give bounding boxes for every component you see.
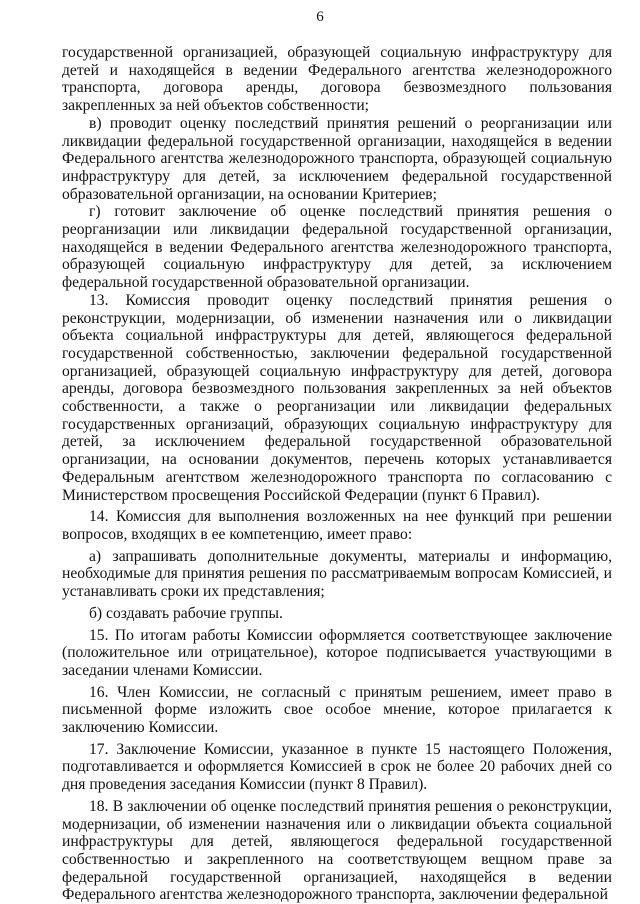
paragraph-continuation: государственной организацией, образующей социальную инфраструктуру для детей и находящейся в ведении Федерального агентства железнодорожного транспорта, договора аренды, договора безвозмездного пользования закрепленных за ней объектов собственности;	[62, 44, 612, 115]
paragraph-13: 13. Комиссия проводит оценку последствий принятия решения о реконструкции, модернизации, об изменении назначения или о ликвидации объекта социальной инфраструктуры для детей, являющегося федеральной государственной собственностью, заключении федеральной государственной организацией, образующей социальную инфраструктуру для детей, договора аренды, договора безвозмездного пользования закрепленных за ней объектов собственности, а также о реорганизации или ликвидации федеральных государственных организаций, образующих социальную инфраструктуру для детей, за исключением федеральной государственной образовательной организации, на основании документов, перечень которых устанавливается Федеральным агентством железнодорожного транспорта по согласованию с Министерством просвещения Российской Федерации (пункт 6 Правил).	[62, 291, 612, 504]
paragraph-16: 16. Член Комиссии, не согласный с принятым решением, имеет право в письменной форме изложить свое особое мнение, которое прилагается к заключению Комиссии.	[62, 683, 612, 737]
paragraph-17: 17. Заключение Комиссии, указанное в пункте 15 настоящего Положения, подготавливается и оформляется Комиссией в срок не более 20 рабочих дней со дня проведения заседания Комиссии (пункт 8 Правил).	[62, 740, 612, 794]
paragraph-12-g: г) готовит заключение об оценке последствий принятия решения о реорганизации или ликвидации федеральной государственной организации, находящейся в ведении Федерального агентства железнодорожного транспорта, образующей социальную инфраструктуру для детей, за исключением федеральной государственной образовательной организации.	[62, 203, 612, 292]
paragraph-14-a: а) запрашивать дополнительные документы, материалы и информацию, необходимые для принятия решения по рассматриваемым вопросам Комиссией, и устанавливать сроки их представления;	[62, 547, 612, 601]
paragraph-14: 14. Комиссия для выполнения возложенных на нее функций при решении вопросов, входящих в ее компетенцию, имеет право:	[62, 508, 612, 543]
paragraph-14-b: б) создавать рабочие группы.	[89, 604, 283, 622]
paragraph-15: 15. По итогам работы Комиссии оформляется соответствующее заключение (положительное или отрицательное), которое подписывается участвующими в заседании членами Комиссии.	[62, 626, 612, 679]
document-body	[62, 44, 612, 904]
paragraph-12-v: в) проводит оценку последствий принятия решений о реорганизации или ликвидации федеральной государственной организации, находящейся в ведении Федерального агентства железнодорожного транспорта, образующей социальную инфраструктуру для детей, за исключением федеральной государственной образовательной организации, на основании Критериев;	[62, 114, 612, 203]
page-number: 6	[316, 9, 324, 25]
paragraph-18: 18. В заключении об оценке последствий принятия решения о реконструкции, модернизации, об изменении назначения или о ликвидации объекта социальной инфраструктуры для детей, являющегося федеральной государственной собственностью и закрепленного на соответствующем вещном праве за федеральной государственной организацией, находящейся в ведении Федерального агентства железнодорожного транспорта, заключении федеральной	[62, 797, 612, 904]
